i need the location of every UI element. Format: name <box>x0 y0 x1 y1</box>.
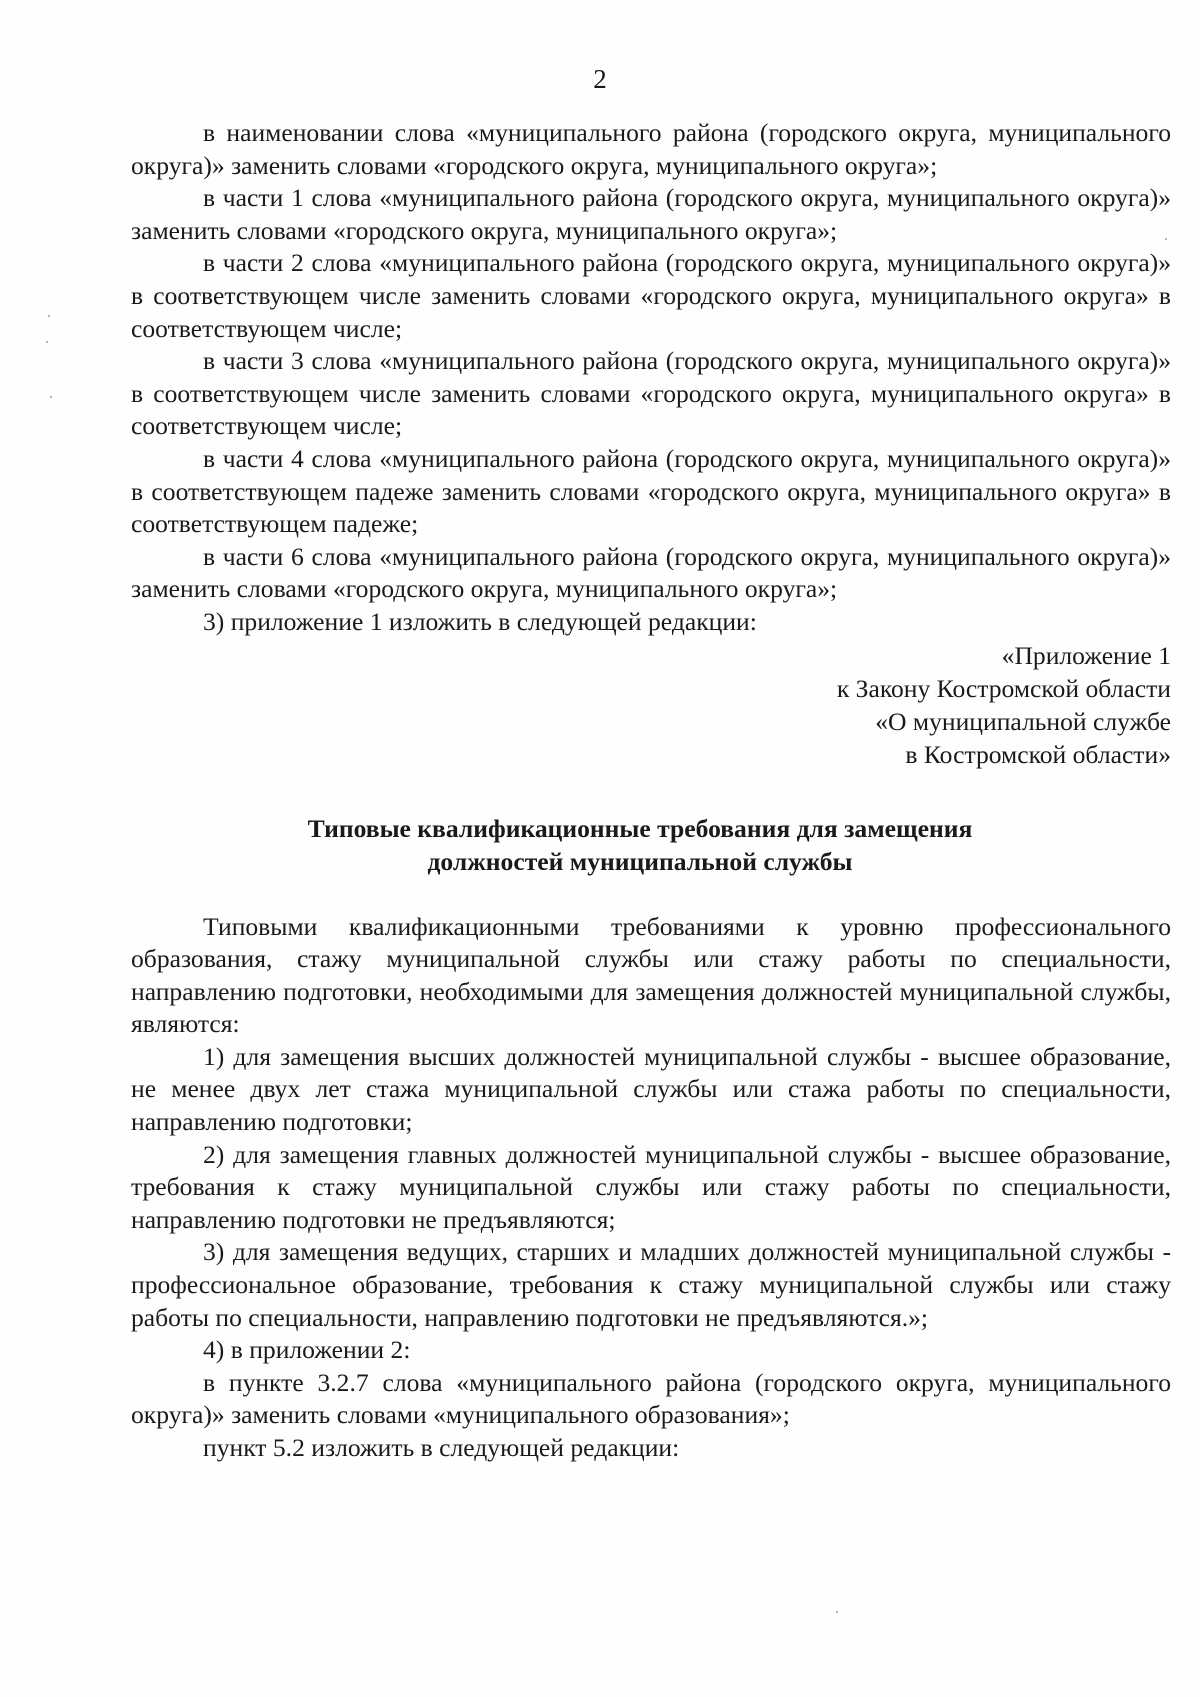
paragraph: 3) для замещения ведущих, старших и младших должностей муниципальной службы - профессиональное образование, требования к стажу муниципальной службы или стажу работы по специальности, направлению подготовки не предъявляются.»; <box>131 1237 1171 1332</box>
page-number: 2 <box>593 64 607 94</box>
paragraph: 4) в приложении 2: <box>203 1335 411 1365</box>
appendix-caption-line: «О муниципальной службе <box>875 706 1171 736</box>
paragraph: в пункте 3.2.7 слова «муниципального района (городского округа, муниципального округа)» заменить словами «муниципального образования»; <box>131 1367 1171 1430</box>
section-title-line: Типовые квалификационные требования для замещения <box>307 813 973 843</box>
appendix-caption <box>131 639 1171 771</box>
scan-speck <box>48 315 50 317</box>
paragraph: 2) для замещения главных должностей муниципальной службы - высшее образование, требования к стажу муниципальной службы или стажу работы по специальности, направлению подготовки не предъявляются; <box>131 1139 1171 1234</box>
appendix-caption-line: к Закону Костромской области <box>836 673 1171 703</box>
paragraph: в части 4 слова «муниципального района (городского округа, муниципального округа)» в соответствующем падеже заменить словами «городского округа, муниципального округа» в соответствующем падеже; <box>131 443 1171 539</box>
paragraph: в части 6 слова «муниципального района (городского округа, муниципального округа)» заменить словами «городского округа, муниципального округа»; <box>131 541 1171 604</box>
section-title <box>131 812 1171 878</box>
paragraph: в наименовании слова «муниципального района (городского округа, муниципального округа)» заменить словами «городского округа, муниципального округа»; <box>131 118 1171 180</box>
scan-speck <box>50 396 52 398</box>
scan-speck <box>1165 238 1167 240</box>
paragraph: в части 3 слова «муниципального района (городского округа, муниципального округа)» в соответствующем числе заменить словами «городского округа, муниципального округа» в соответствующем числе; <box>131 346 1171 441</box>
paragraph: в части 2 слова «муниципального района (городского округа, муниципального округа)» в соответствующем числе заменить словами «городского округа, муниципального округа» в соответствующем числе; <box>131 248 1171 343</box>
scan-speck <box>46 341 48 343</box>
paragraph: 3) приложение 1 изложить в следующей редакции: <box>203 606 757 636</box>
paragraph: 1) для замещения высших должностей муниципальной службы - высшее образование, не менее двух лет стажа муниципальной службы или стажа работы по специальности, направлению подготовки; <box>131 1041 1171 1137</box>
appendix-caption-line: в Костромской области» <box>905 739 1171 769</box>
paragraph: в части 1 слова «муниципального района (городского округа, муниципального округа)» заменить словами «городского округа, муниципального округа»; <box>131 183 1171 245</box>
appendix-caption-line: «Приложение 1 <box>1001 640 1171 670</box>
section-title-line: должностей муниципальной службы <box>427 846 853 876</box>
paragraph: пункт 5.2 изложить в следующей редакции: <box>203 1433 680 1462</box>
scan-speck <box>836 1611 838 1613</box>
document-body <box>131 117 1171 1465</box>
paragraph: Типовыми квалификационными требованиями к уровню профессионального образования, стажу муниципальной службы или стажу работы по специальности, направлению подготовки, необходимыми для замещения должностей муниципальной службы, являются: <box>131 911 1171 1039</box>
